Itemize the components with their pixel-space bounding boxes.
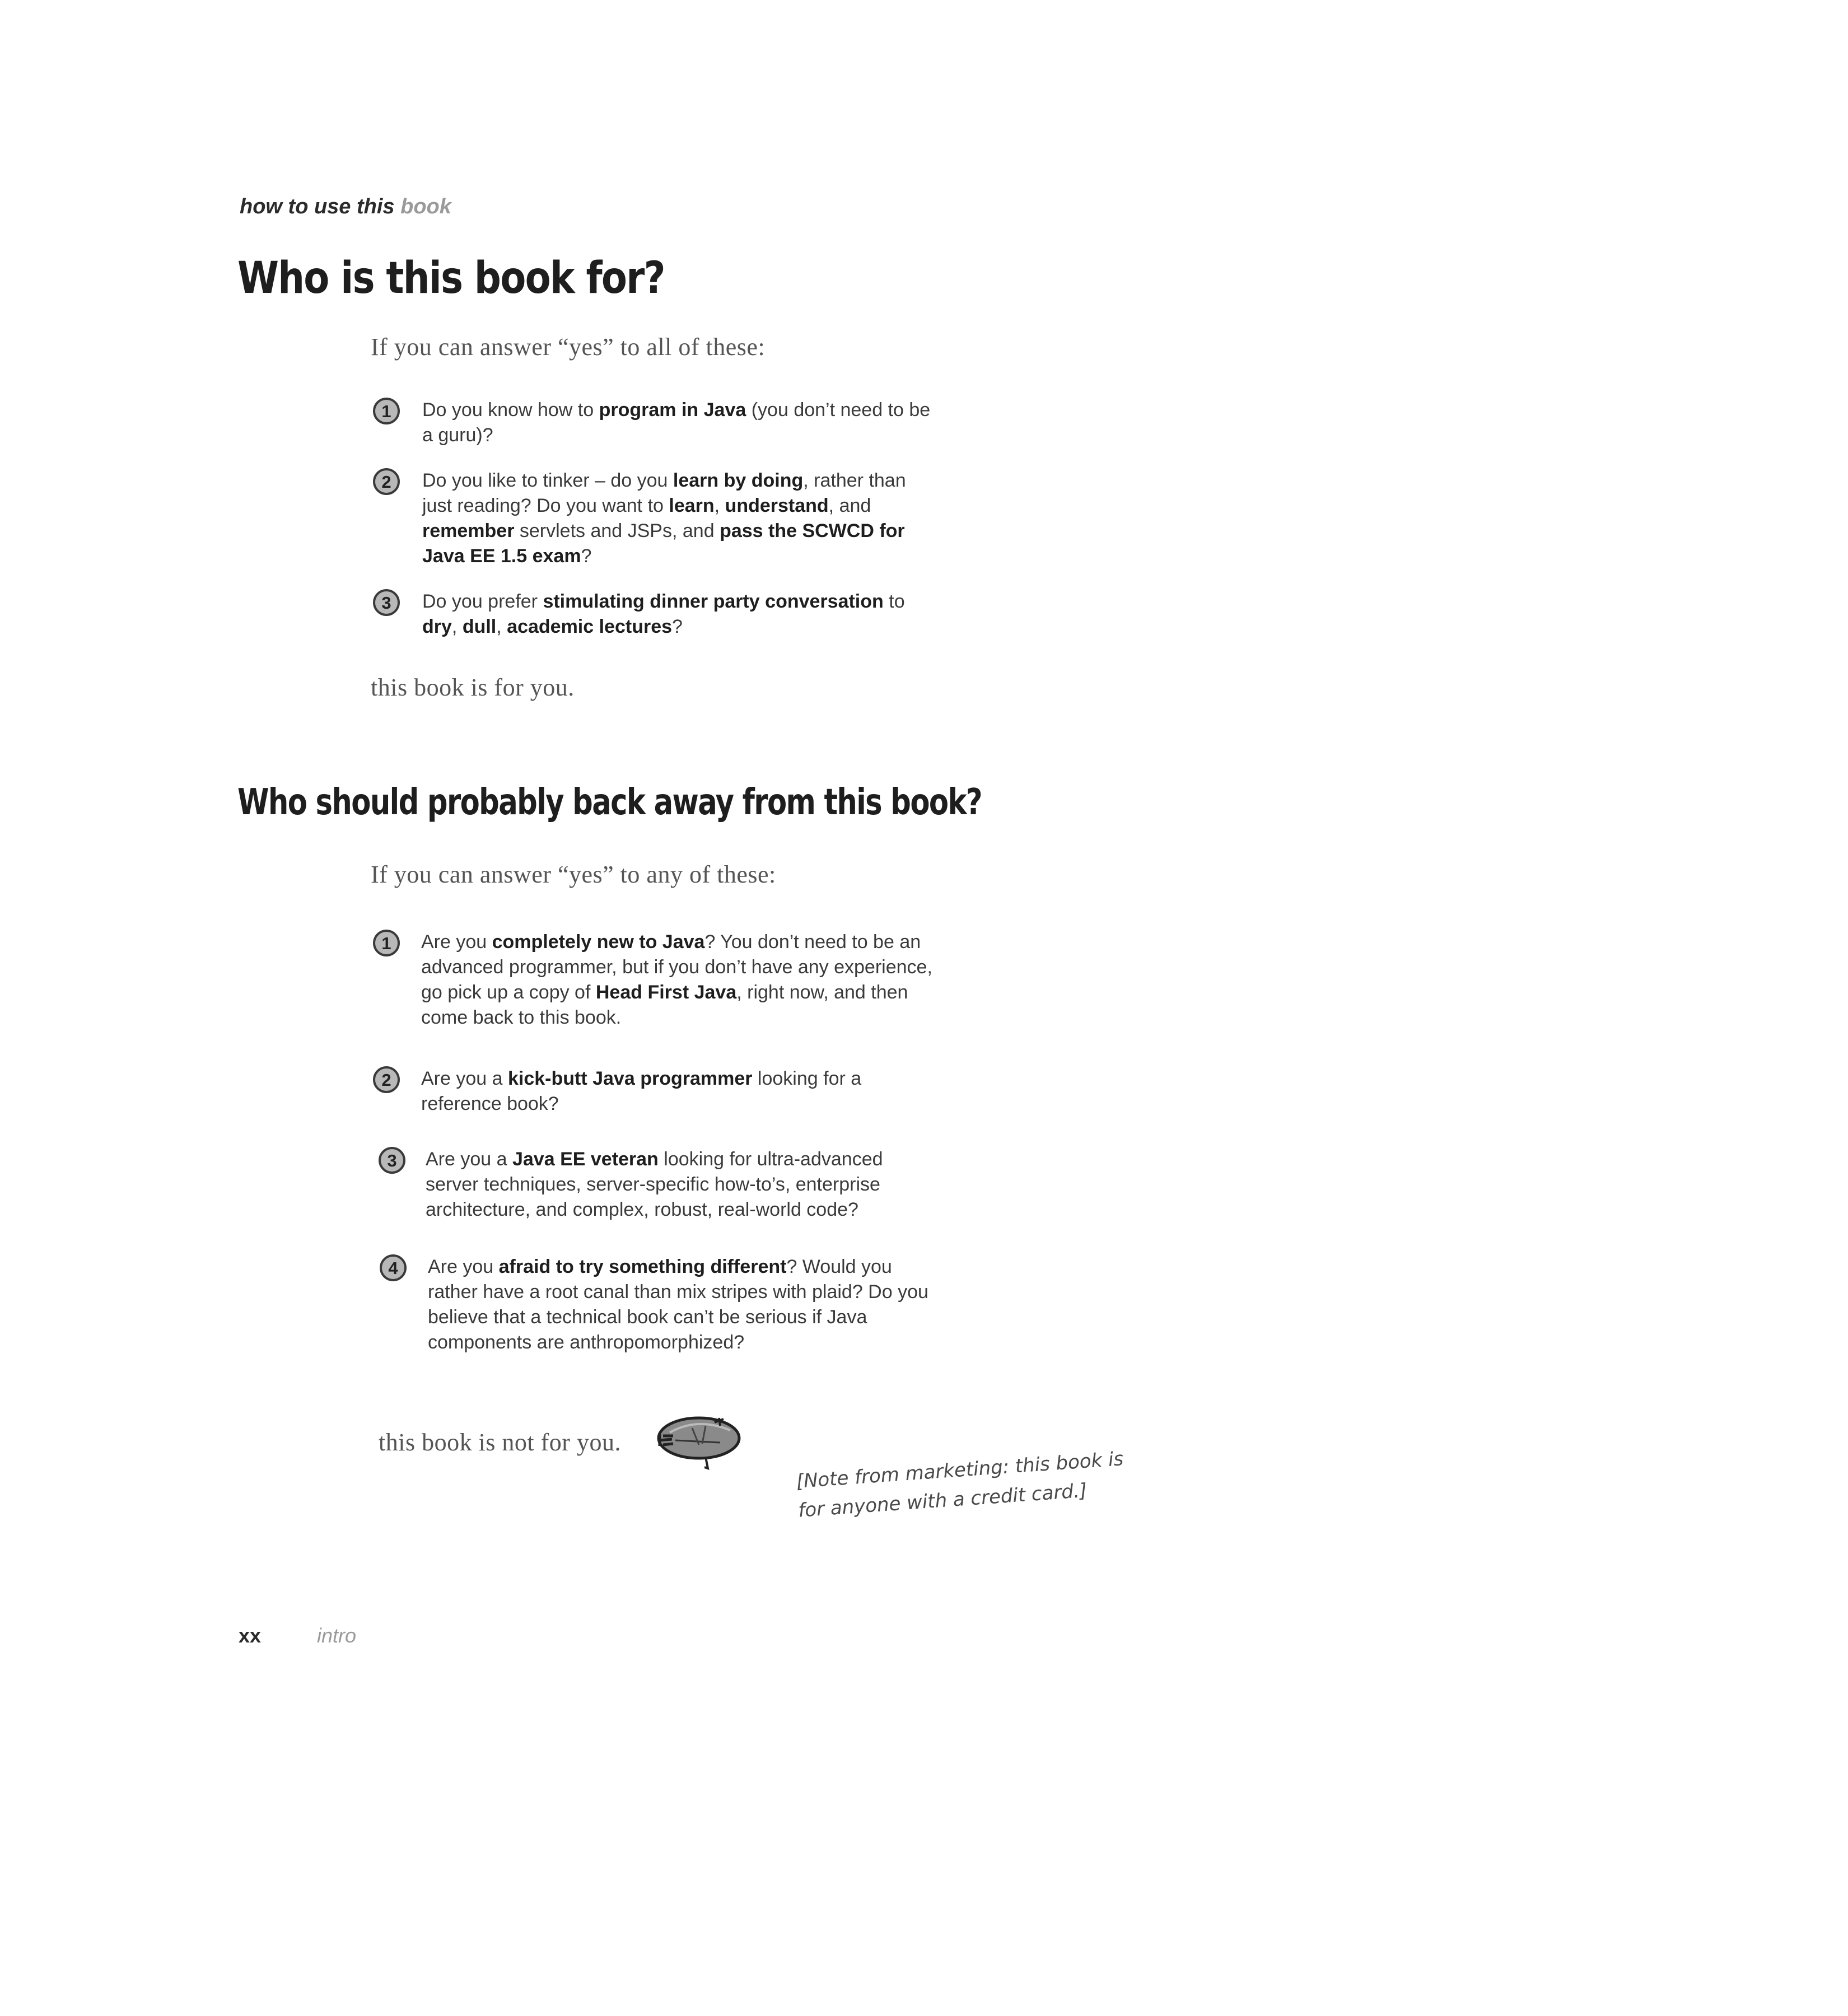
emphasis-text: kick-butt Java programmer <box>507 1068 753 1089</box>
item-text <box>421 930 936 1030</box>
body-text: ? You don’t need to be an advanced programmer, but if you don’t have any experience, go pick up a copy of <box>421 931 932 1003</box>
body-text: , and <box>828 495 871 516</box>
body-text: Are you a <box>426 1149 512 1170</box>
emphasis-text: completely new to Java <box>492 931 705 953</box>
body-text: Are you <box>428 1256 499 1277</box>
body-text: Do you prefer <box>422 591 543 612</box>
footer-section: intro <box>317 1624 357 1647</box>
item-text <box>426 1147 941 1222</box>
section1-intro: If you can answer “yes” to all of these: <box>371 333 766 361</box>
body-text: to <box>883 591 905 612</box>
cartoon-creature-icon <box>636 1406 748 1473</box>
running-head-book: book <box>400 195 451 218</box>
body-text: ? <box>581 545 592 567</box>
emphasis-text: understand <box>725 495 829 516</box>
body-text: , <box>451 616 463 637</box>
body-text: looking for ultra-advanced server techniques, server-specific how-to’s, enterprise architecture, and complex, robust, real-world code? <box>426 1149 883 1220</box>
body-text: (you don’t need to be a guru)? <box>422 399 931 446</box>
section2-intro: If you can answer “yes” to any of these: <box>371 861 776 888</box>
number-badge: 3 <box>379 1147 405 1174</box>
running-head-text: how to use this <box>240 195 395 218</box>
running-head <box>240 195 451 219</box>
emphasis-text: learn by doing <box>673 470 804 491</box>
body-text: Are you <box>421 931 492 953</box>
section1-title: Who is this book for? <box>237 253 665 304</box>
emphasis-text: program in Java <box>599 399 746 421</box>
item-text <box>421 1066 936 1117</box>
emphasis-text: dull <box>462 616 497 637</box>
emphasis-text: Java EE veteran <box>512 1149 659 1170</box>
number-badge: 2 <box>373 1066 400 1093</box>
body-text: ? <box>672 616 683 637</box>
body-text: Are you a <box>421 1068 508 1089</box>
body-text: , <box>714 495 725 516</box>
number-badge: 1 <box>373 930 400 956</box>
number-badge: 4 <box>380 1254 407 1281</box>
number-badge: 1 <box>373 398 400 424</box>
section1-conclusion: this book is for you. <box>371 674 575 701</box>
item-text <box>422 589 937 640</box>
section2-title: Who should probably back away from this book? <box>237 782 982 823</box>
number-badge: 3 <box>373 589 400 616</box>
body-text: looking for a reference book? <box>421 1068 862 1114</box>
item-text <box>422 398 937 448</box>
section2-conclusion: this book is not for you. <box>379 1429 621 1456</box>
body-text: Do you know how to <box>422 399 599 421</box>
body-text: , rather than just reading? Do you want to <box>422 470 906 516</box>
item-text <box>422 468 937 569</box>
number-badge: 2 <box>373 468 400 495</box>
marketing-note: [Note from marketing: this book is for anyone with a credit card.] <box>795 1448 1124 1522</box>
body-text: , right now, and then come back to this book. <box>421 982 908 1028</box>
emphasis-text: dry <box>422 616 452 637</box>
emphasis-text: stimulating dinner party conversation <box>543 591 884 612</box>
emphasis-text: academic lectures <box>507 616 673 637</box>
emphasis-text: learn <box>669 495 715 516</box>
body-text: ? Would you rather have a root canal than mix stripes with plaid? Do you believe that a technical book can’t be serious if Java components are anthropomorphized? <box>428 1256 928 1353</box>
emphasis-text: Head First Java <box>595 982 737 1003</box>
item-text <box>428 1254 943 1355</box>
emphasis-text: afraid to try something different <box>498 1256 787 1277</box>
body-text: servlets and JSPs, and <box>514 520 720 542</box>
body-text: Do you like to tinker – do you <box>422 470 673 491</box>
page-number: xx <box>239 1624 262 1647</box>
body-text: , <box>496 616 507 637</box>
emphasis-text: remember <box>422 520 515 542</box>
emphasis-text: pass the SCWCD for Java EE 1.5 exam <box>422 520 905 567</box>
